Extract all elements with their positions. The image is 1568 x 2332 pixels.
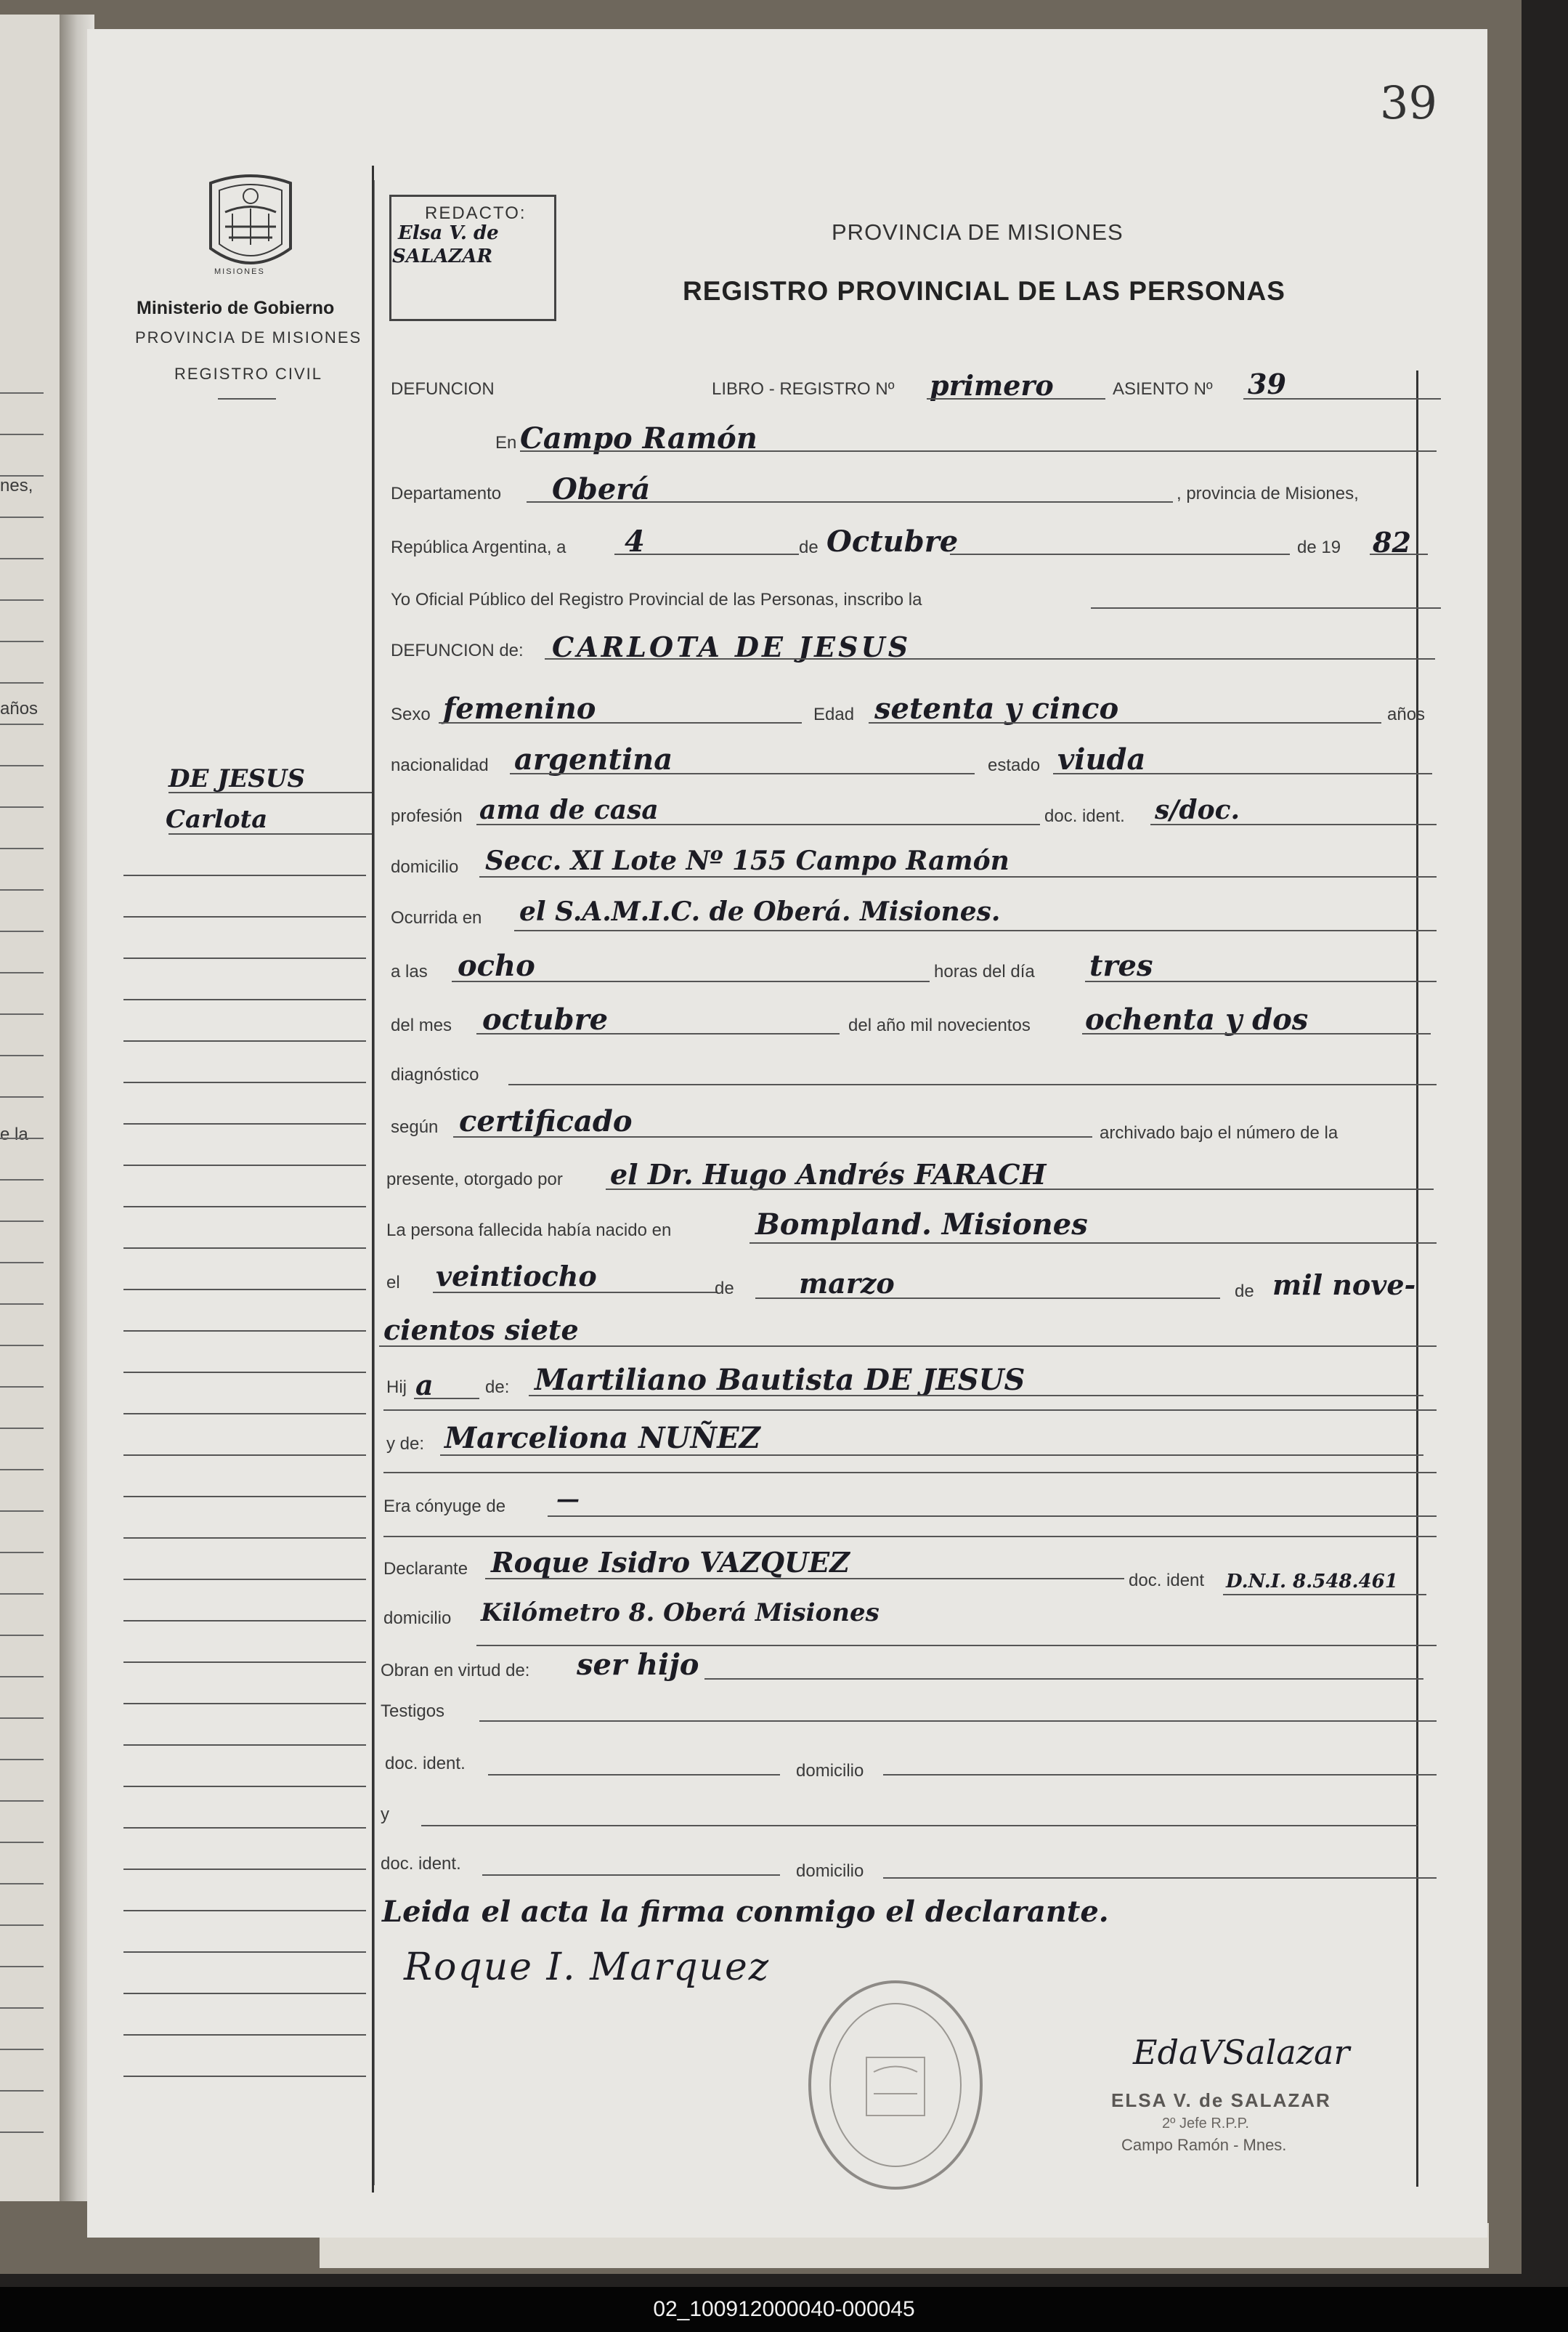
- witness2-dom-label: domicilio: [796, 1861, 864, 1881]
- nacido-value: Bompland. Misiones: [755, 1207, 1088, 1242]
- horas-value: tres: [1089, 949, 1153, 983]
- left-page-rule-line: [0, 392, 44, 394]
- margin-rule-line: [123, 1165, 366, 1166]
- left-page-rule-line: [0, 1883, 44, 1884]
- mes-value: Octubre: [826, 525, 959, 559]
- left-page-rule-line: [0, 1345, 44, 1346]
- left-page-rule-line: [0, 765, 44, 766]
- left-page-rule-line: [0, 1386, 44, 1388]
- margin-rule-line: [123, 1786, 366, 1787]
- official-signature: EdaVSalazar: [1133, 2033, 1350, 2072]
- left-page-rule-line: [0, 1510, 44, 1512]
- left-page-rule-line: [0, 682, 44, 684]
- libro-label: LIBRO - REGISTRO Nº: [712, 379, 895, 399]
- margin-rule-line: [123, 1661, 366, 1663]
- birth-year-part1: mil nove-: [1272, 1268, 1416, 1301]
- estado-value: viuda: [1057, 742, 1146, 777]
- edad-value: setenta y cinco: [874, 692, 1119, 726]
- nacionalidad-value: argentina: [514, 742, 673, 777]
- left-page-rule-line: [0, 1676, 44, 1677]
- edad-label: Edad: [813, 705, 855, 724]
- el-value: veintiocho: [436, 1260, 597, 1292]
- certifying-doctor: el Dr. Hugo Andrés FARACH: [610, 1158, 1047, 1191]
- domicilio-label: domicilio: [391, 857, 459, 877]
- margin-rule-line: [123, 1289, 366, 1290]
- segun-label: según: [391, 1117, 439, 1137]
- left-page-rule-line: [0, 1924, 44, 1926]
- hija-suffix: a: [415, 1369, 434, 1401]
- margin-rule-line: [123, 1082, 366, 1083]
- margin-rule-line: [123, 1454, 366, 1456]
- presente-label: presente, otorgado por: [386, 1170, 563, 1189]
- registry-stamp-icon: [805, 1977, 986, 2193]
- y-label: y: [381, 1805, 389, 1824]
- margin-rule-line: [123, 1247, 366, 1249]
- margin-rule-line: [168, 833, 372, 835]
- segun-value: certificado: [459, 1104, 633, 1138]
- obran-value: ser hijo: [577, 1648, 699, 1682]
- left-page-rule-line: [0, 1179, 44, 1181]
- ocurrida-value: el S.A.M.I.C. de Oberá. Misiones.: [519, 896, 1001, 927]
- margin-rule-line: [123, 1620, 366, 1622]
- stamp-title: 2º Jefe R.P.P.: [1162, 2116, 1249, 2131]
- mother-name: Marceliona NUÑEZ: [444, 1421, 760, 1455]
- el-label: el: [386, 1273, 400, 1292]
- margin-rule-line: [123, 2034, 366, 2036]
- margin-rule-line: [123, 1910, 366, 1911]
- margin-rule-line: [123, 2076, 366, 2077]
- left-page-rule-line: [0, 972, 44, 973]
- anio-prefix-label: de 19: [1297, 538, 1341, 557]
- de-label: de: [799, 538, 818, 557]
- hija-label: Hij: [386, 1377, 407, 1397]
- birth-month: marzo: [799, 1267, 895, 1300]
- hija-de-label: de:: [485, 1377, 510, 1397]
- domicilio-value: Secc. XI Lote Nº 155 Campo Ramón: [485, 846, 1010, 876]
- diagnostico-label: diagnóstico: [391, 1065, 479, 1085]
- margin-rule-line: [123, 1496, 366, 1497]
- left-page-rule-line: [0, 1469, 44, 1470]
- left-page-rule-line: [0, 558, 44, 559]
- ministry-title: Ministerio de Gobierno: [137, 298, 335, 318]
- left-page-fragment: años: [0, 699, 38, 718]
- nacido-label: La persona fallecida había nacido en: [386, 1220, 672, 1240]
- margin-rule-line: [123, 1869, 366, 1870]
- profesion-label: profesión: [391, 806, 463, 826]
- republica-label: República Argentina, a: [391, 538, 566, 557]
- libro-value: primero: [930, 369, 1054, 402]
- left-page-rule-line: [0, 2090, 44, 2092]
- horas-label: horas del día: [934, 962, 1035, 981]
- left-page-rule-line: [0, 931, 44, 932]
- seal-text: MISIONES: [214, 267, 265, 276]
- decl-dom-label: domicilio: [383, 1608, 452, 1628]
- doc-ident-value: s/doc.: [1155, 795, 1240, 825]
- margin-rule-line: [123, 1703, 366, 1704]
- margin-rule-line: [123, 1579, 366, 1580]
- left-page-rule-line: [0, 641, 44, 642]
- closing-note: Leida el acta la firma conmigo el declarante.: [382, 1895, 1109, 1929]
- declarant-name: Roque Isidro VAZQUEZ: [491, 1546, 850, 1579]
- anos-label: años: [1387, 705, 1426, 724]
- yo-oficial-text: Yo Oficial Público del Registro Provincial de las Personas, inscribo la: [391, 590, 922, 610]
- margin-rule-line: [123, 1951, 366, 1953]
- left-page-rule-line: [0, 1220, 44, 1222]
- conyuge-label: Era cónyuge de: [383, 1497, 506, 1516]
- left-page-rule-line: [0, 1055, 44, 1056]
- nacionalidad-label: nacionalidad: [391, 756, 489, 775]
- margin-rule-line: [168, 792, 372, 793]
- left-page-rule-line: [0, 848, 44, 849]
- birth-year-part2: cientos siete: [383, 1313, 579, 1346]
- doc-ident-label: doc. ident.: [1044, 806, 1125, 826]
- asiento-value: 39: [1248, 368, 1286, 400]
- witness1-doc-label: doc. ident.: [385, 1754, 466, 1773]
- margin-rule-line: [123, 1827, 366, 1829]
- left-page-rule-line: [0, 1428, 44, 1429]
- left-page-rule-line: [0, 599, 44, 601]
- margin-rule-line: [123, 875, 366, 876]
- left-page-rule-line: [0, 1593, 44, 1595]
- margin-rule-line: [123, 999, 366, 1000]
- left-page-rule-line: [0, 1138, 44, 1139]
- y-de-label: y de:: [386, 1434, 425, 1454]
- margin-given-name: Carlota: [166, 805, 268, 834]
- del-anio-label: del año mil novecientos: [848, 1016, 1031, 1035]
- left-page-rule-line: [0, 1966, 44, 1967]
- registry-title: REGISTRO PROVINCIAL DE LAS PERSONAS: [683, 276, 1285, 306]
- deceased-name: CARLOTA DE JESUS: [552, 631, 911, 663]
- left-page-fragment: nes,: [0, 476, 33, 495]
- de2-label: de: [715, 1279, 734, 1298]
- image-id-footer: 02_100912000040-000045: [0, 2287, 1568, 2332]
- archivado-label: archivado bajo el número de la: [1100, 1123, 1339, 1143]
- inner-rule: [374, 180, 383, 2185]
- left-page-rule-line: [0, 1303, 44, 1305]
- left-page-rule-line: [0, 1635, 44, 1636]
- testigos-label: Testigos: [381, 1701, 445, 1721]
- margin-surname: DE JESUS: [168, 764, 305, 793]
- redacto-label: REDACTO:: [425, 203, 527, 223]
- left-page-rule-line: [0, 889, 44, 891]
- ministry-province: PROVINCIA DE MISIONES: [135, 328, 362, 347]
- declarante-label: Declarante: [383, 1559, 468, 1579]
- redacto-surname: SALAZAR: [392, 246, 493, 267]
- margin-rule-line: [123, 1330, 366, 1332]
- margin-rule-line: [123, 1537, 366, 1539]
- margin-rule-line: [123, 1123, 366, 1125]
- en-value: Campo Ramón: [520, 421, 757, 456]
- left-page-rule-line: [0, 517, 44, 518]
- right-column-rule: [1416, 371, 1418, 2187]
- declarant-signature: Roque I. Marquez: [404, 1946, 771, 1989]
- margin-rule-line: [123, 958, 366, 959]
- left-page-rule-line: [0, 2049, 44, 2050]
- left-page-rule-line: [0, 1262, 44, 1263]
- a-las-value: ocho: [458, 949, 535, 983]
- province-title: PROVINCIA DE MISIONES: [832, 219, 1124, 245]
- sexo-label: Sexo: [391, 705, 431, 724]
- father-name: Martiliano Bautista DE JESUS: [535, 1363, 1025, 1397]
- del-mes-value: octubre: [482, 1003, 609, 1037]
- decl-doc-label: doc. ident: [1129, 1571, 1205, 1590]
- asiento-label: ASIENTO Nº: [1113, 379, 1213, 399]
- margin-rule-line: [123, 916, 366, 918]
- margin-rule-line: [123, 1993, 366, 1994]
- stamp-place: Campo Ramón - Mnes.: [1121, 2136, 1287, 2154]
- defuncion-de-label: DEFUNCION de:: [391, 641, 524, 660]
- anio-value: 82: [1373, 526, 1411, 559]
- obran-label: Obran en virtud de:: [381, 1661, 530, 1680]
- left-page-rule-line: [0, 1842, 44, 1843]
- ocurrida-label: Ocurrida en: [391, 908, 482, 928]
- left-page-rule-line: [0, 1759, 44, 1760]
- redacto-name: Elsa V. de: [398, 222, 499, 244]
- left-page-rule-line: [0, 1013, 44, 1015]
- del-mes-label: del mes: [391, 1016, 452, 1035]
- estado-label: estado: [988, 756, 1041, 775]
- left-page-rule-line: [0, 1800, 44, 1802]
- provincia-label: , provincia de Misiones,: [1177, 484, 1359, 503]
- left-page-rule-line: [0, 806, 44, 808]
- de3-label: de: [1235, 1282, 1254, 1301]
- left-page-rule-line: [0, 434, 44, 435]
- margin-rule-line: [123, 1744, 366, 1746]
- margin-rule-line: [123, 1372, 366, 1373]
- departamento-label: Departamento: [391, 484, 502, 503]
- ministry-registry: REGISTRO CIVIL: [174, 365, 323, 383]
- del-anio-value: ochenta y dos: [1085, 1003, 1309, 1037]
- left-page-fragment: e la: [0, 1125, 28, 1144]
- left-page-rule-line: [0, 724, 44, 725]
- sexo-value: femenino: [443, 692, 596, 726]
- decl-dom-value: Kilómetro 8. Oberá Misiones: [481, 1598, 880, 1627]
- margin-rule-line: [123, 1413, 366, 1414]
- ministry-rule: [218, 398, 276, 400]
- left-page-rule-line: [0, 2007, 44, 2009]
- conyuge-value: —: [556, 1485, 580, 1513]
- witness2-doc-label: doc. ident.: [381, 1854, 461, 1874]
- left-page-rule-line: [0, 1717, 44, 1719]
- profesion-value: ama de casa: [479, 795, 659, 825]
- en-label: En: [495, 433, 517, 453]
- page-number: 39: [1380, 76, 1437, 129]
- a-las-label: a las: [391, 962, 428, 981]
- stamp-name: ELSA V. de SALAZAR: [1111, 2089, 1331, 2111]
- margin-rule-line: [123, 1206, 366, 1207]
- left-page: [0, 15, 60, 2201]
- margin-rule-line: [123, 1040, 366, 1042]
- witness1-dom-label: domicilio: [796, 1761, 864, 1781]
- left-page-rule-line: [0, 1096, 44, 1098]
- dia-value: 4: [625, 525, 645, 559]
- departamento-value: Oberá: [552, 472, 651, 506]
- left-page-rule-line: [0, 1552, 44, 1553]
- left-page-rule-line: [0, 2131, 44, 2133]
- defuncion-label: DEFUNCION: [391, 379, 495, 399]
- decl-doc-value: D.N.I. 8.548.461: [1226, 1571, 1398, 1592]
- left-page-rule-line: [0, 475, 44, 477]
